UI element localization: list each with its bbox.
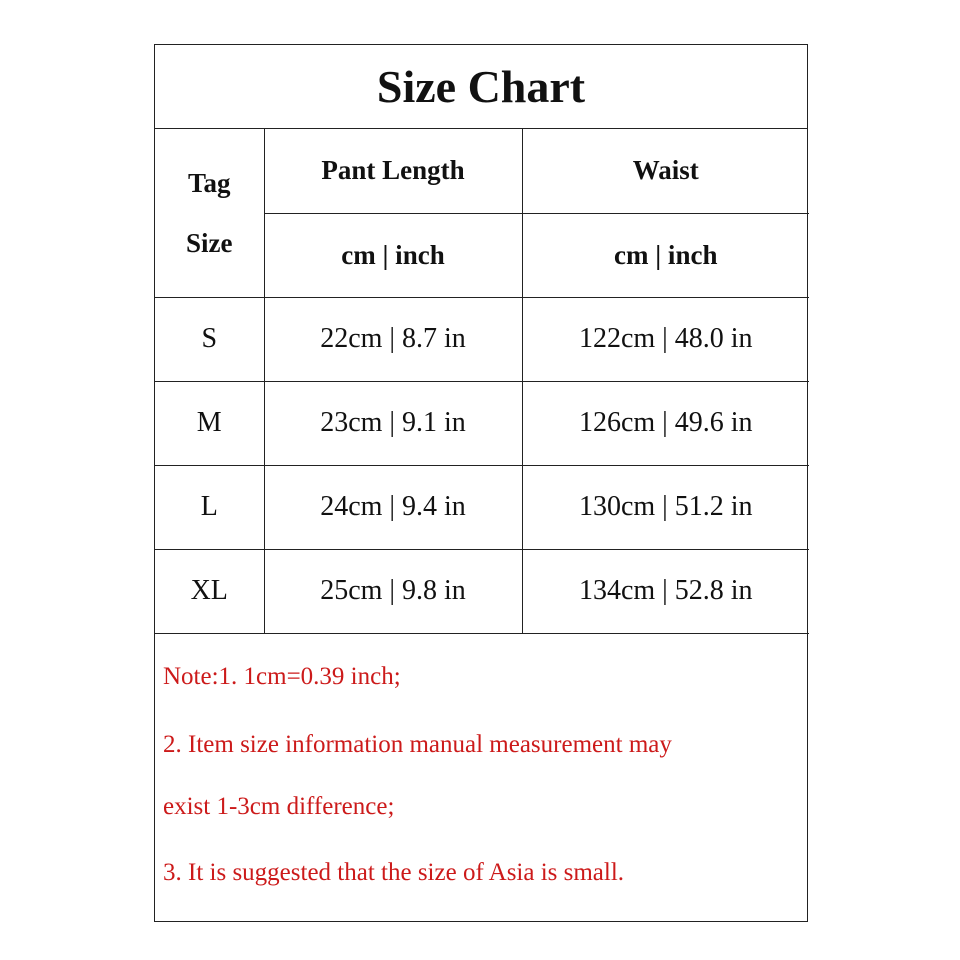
size-cell: L [155,465,264,549]
note-1: Note:1. 1cm=0.39 inch; [163,663,401,690]
waist-cell: 130cm | 51.2 in [522,465,809,549]
tag-size-label-line1: Tag [187,167,231,198]
size-cell: M [155,381,264,465]
waist-cell: 126cm | 49.6 in [522,381,809,465]
pant-length-unit: cm | inch [264,213,522,297]
waist-cell: 134cm | 52.8 in [522,549,809,633]
chart-title: Size Chart [155,45,807,129]
size-cell: XL [155,549,264,633]
size-table [155,129,809,634]
tag-size-label-line2: Size [186,227,233,258]
pant-length-cell: 25cm | 9.8 in [264,549,522,633]
table-row [155,549,809,633]
waist-cell: 122cm | 48.0 in [522,297,809,381]
note-3: 3. It is suggested that the size of Asia is small. [163,859,625,886]
waist-header: Waist [522,129,809,213]
table-row [155,297,809,381]
pant-length-cell: 22cm | 8.7 in [264,297,522,381]
table-row [155,465,809,549]
size-chart [154,44,808,922]
waist-unit: cm | inch [522,213,809,297]
table-row [155,381,809,465]
note-2: 2. Item size information manual measurement may [163,731,672,758]
header-row [155,129,809,213]
pant-length-cell: 23cm | 9.1 in [264,381,522,465]
size-cell: S [155,297,264,381]
pant-length-cell: 24cm | 9.4 in [264,465,522,549]
tag-size-header [155,129,264,297]
pant-length-header: Pant Length [264,129,522,213]
note-2-continued: exist 1-3cm difference; [163,793,395,820]
